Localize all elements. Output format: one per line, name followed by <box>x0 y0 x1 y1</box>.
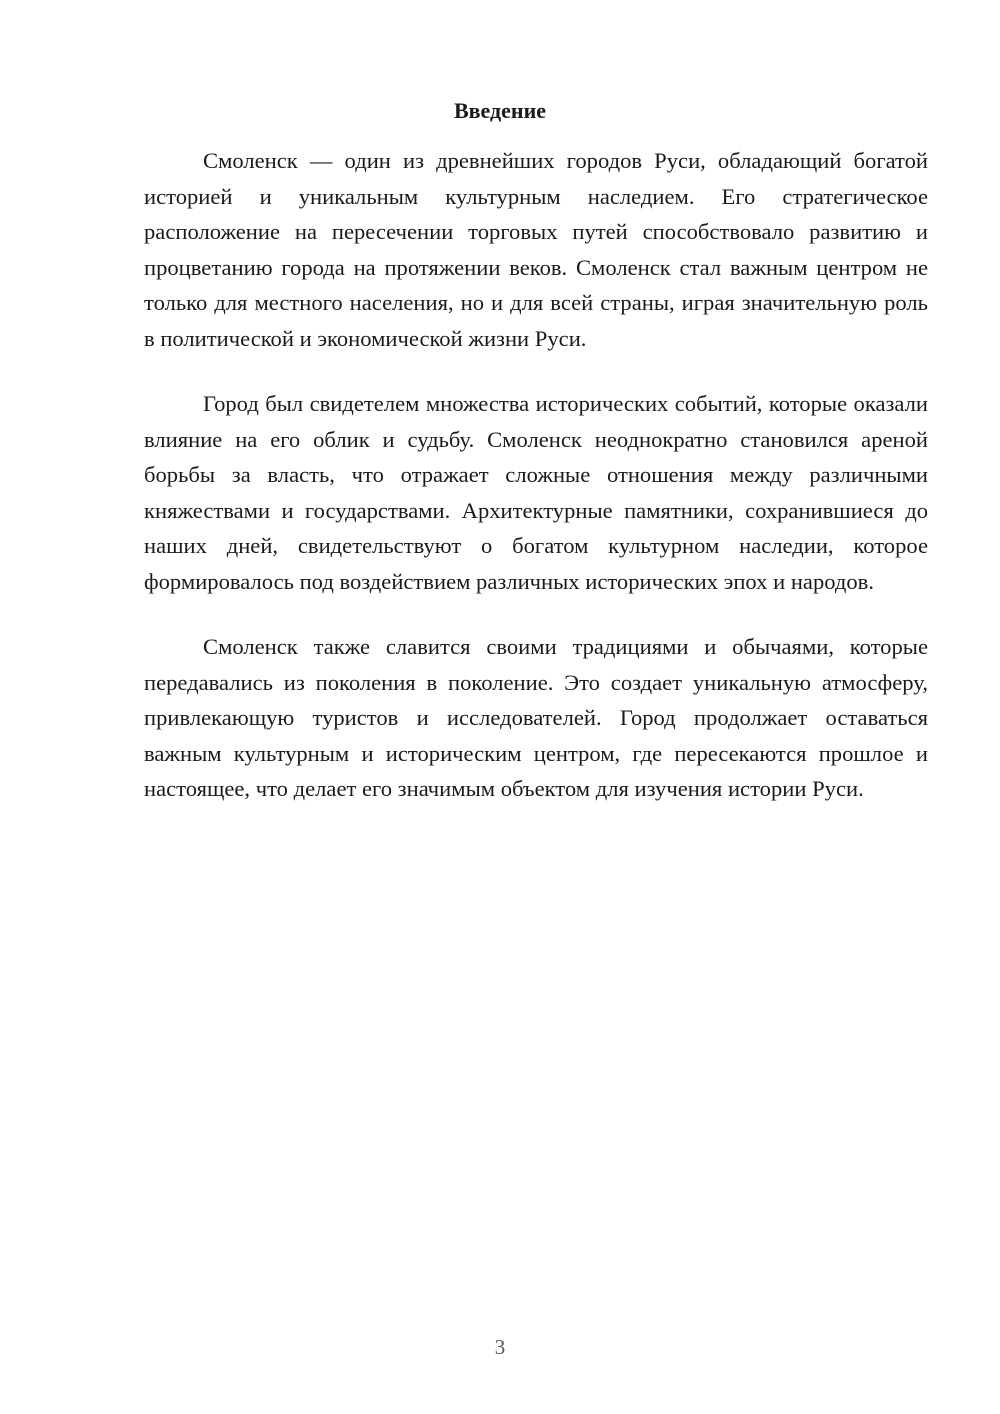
paragraph: Смоленск также славится своими традициями и обычаями, которые передавались из поколения в поколение. Это создает уникальную атмосферу, привлекающую туристов и исследователей. Город продолжает оставаться важным культурным и историческим центром, где пересекаются прошлое и настоящее, что делает его значимым объектом для изучения истории Руси. <box>144 634 928 801</box>
section-heading: Введение <box>453 98 547 123</box>
paragraph: Смоленск — один из древнейших городов Руси, обладающий богатой историей и уникальным культурным наследием. Его стратегическое расположение на пересечении торговых путей способствовало развитию и процветанию города на протяжении веков. Смоленск стал важным центром не только для местного населения, но и для всей страны, играя значительную роль в политической и экономической жизни Руси. <box>144 148 928 351</box>
document-body <box>144 143 928 837</box>
page-number: 3 <box>494 1335 506 1359</box>
paragraph: Город был свидетелем множества исторических событий, которые оказали влияние на его облик и судьбу. Смоленск неоднократно становился ареной борьбы за власть, что отражает сложные отношения между различными княжествами и государствами. Архитектурные памятники, сохранившиеся до наших дней, свидетельствуют о богатом культурном наследии, которое формировалось под воздействием различных исторических эпох и народов. <box>144 391 928 594</box>
